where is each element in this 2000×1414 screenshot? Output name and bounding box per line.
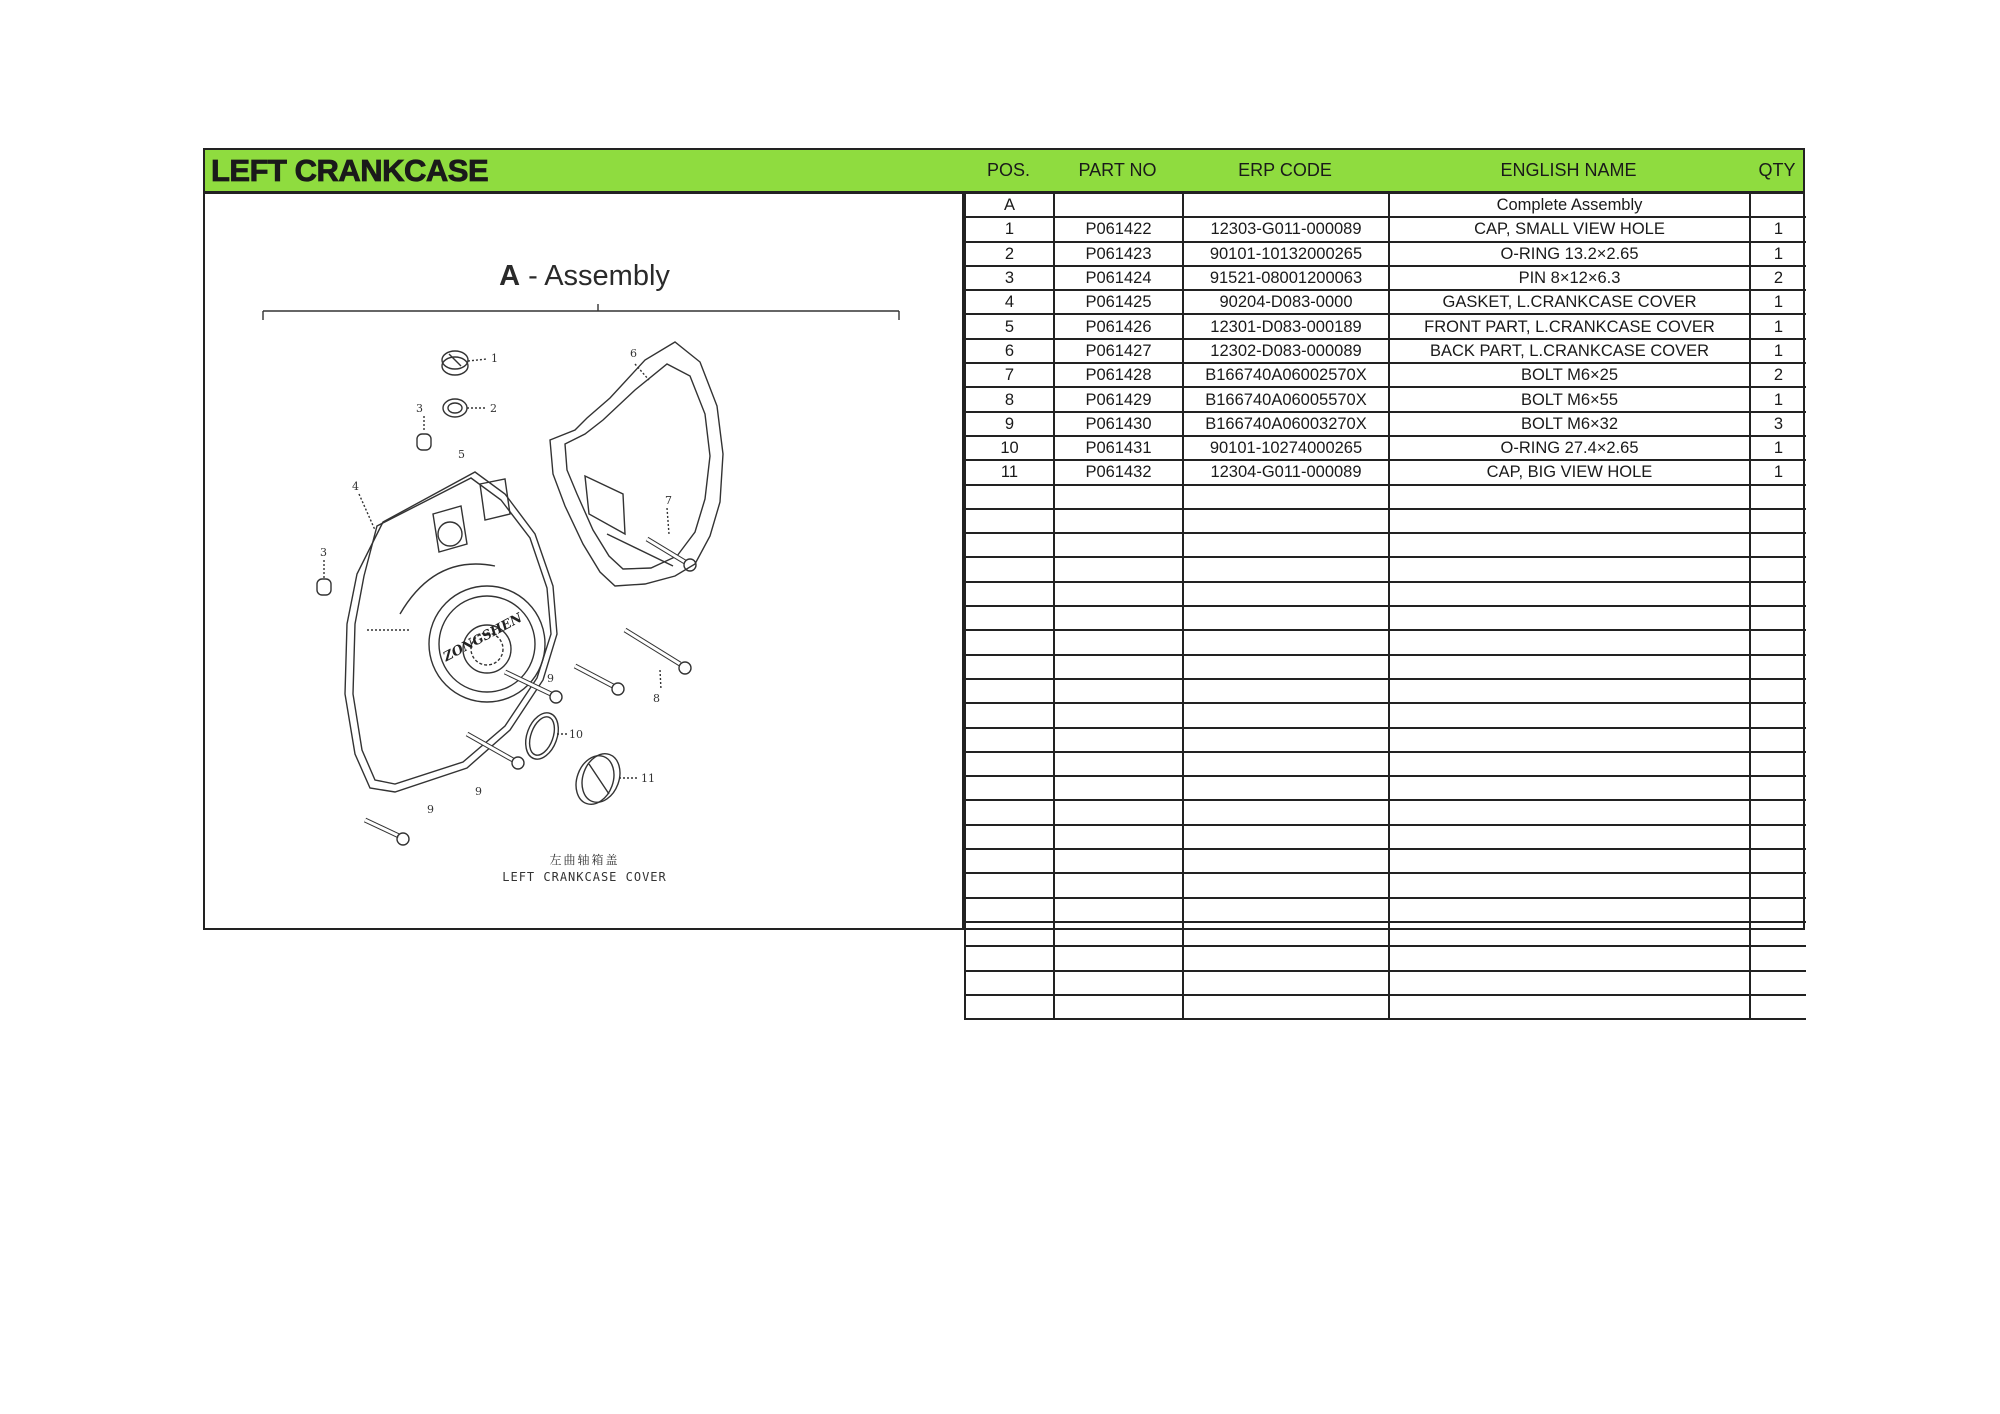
empty-pos-cell xyxy=(965,703,1054,727)
empty-english-name-cell xyxy=(1389,873,1750,897)
empty-table-row xyxy=(965,922,1806,946)
parts-sheet xyxy=(203,148,1805,930)
erp-code-cell: 90101-10274000265 xyxy=(1183,436,1389,460)
empty-erp-code-cell xyxy=(1183,898,1389,922)
qty-cell: 1 xyxy=(1750,217,1806,241)
empty-qty-cell xyxy=(1750,922,1806,946)
empty-english-name-cell xyxy=(1389,485,1750,509)
empty-erp-code-cell xyxy=(1183,752,1389,776)
empty-english-name-cell xyxy=(1389,946,1750,970)
exploded-diagram-panel xyxy=(205,194,964,928)
empty-table-row xyxy=(965,776,1806,800)
empty-erp-code-cell xyxy=(1183,800,1389,824)
part-big-view-cap-drawing xyxy=(570,748,637,809)
qty-cell: 1 xyxy=(1750,242,1806,266)
part-no-cell: P061429 xyxy=(1054,387,1183,411)
empty-pos-cell xyxy=(965,752,1054,776)
table-row xyxy=(965,460,1806,484)
erp-code-cell: B166740A06005570X xyxy=(1183,387,1389,411)
pos-cell: 3 xyxy=(965,266,1054,290)
empty-qty-cell xyxy=(1750,655,1806,679)
empty-erp-code-cell xyxy=(1183,971,1389,995)
assembly-letter: A xyxy=(499,260,521,292)
empty-qty-cell xyxy=(1750,728,1806,752)
table-row xyxy=(965,387,1806,411)
empty-table-row xyxy=(965,630,1806,654)
callout-9c: 9 xyxy=(427,803,434,816)
empty-table-row xyxy=(965,898,1806,922)
table-row xyxy=(965,436,1806,460)
part-no-cell: P061430 xyxy=(1054,412,1183,436)
empty-part-no-cell xyxy=(1054,800,1183,824)
part-no-cell: P061424 xyxy=(1054,266,1183,290)
empty-erp-code-cell xyxy=(1183,485,1389,509)
pos-cell: 1 xyxy=(965,217,1054,241)
pos-cell: 10 xyxy=(965,436,1054,460)
part-no-cell: P061432 xyxy=(1054,460,1183,484)
english-name-cell: BOLT M6×32 xyxy=(1389,412,1750,436)
qty-cell: 1 xyxy=(1750,460,1806,484)
empty-pos-cell xyxy=(965,776,1054,800)
empty-part-no-cell xyxy=(1054,728,1183,752)
empty-part-no-cell xyxy=(1054,630,1183,654)
empty-english-name-cell xyxy=(1389,898,1750,922)
pos-cell: 6 xyxy=(965,339,1054,363)
english-name-cell: O-RING 27.4×2.65 xyxy=(1389,436,1750,460)
empty-table-row xyxy=(965,728,1806,752)
english-name-cell: CAP, SMALL VIEW HOLE xyxy=(1389,217,1750,241)
empty-erp-code-cell xyxy=(1183,825,1389,849)
callout-4: 4 xyxy=(352,480,359,493)
callout-8: 8 xyxy=(653,692,660,705)
empty-english-name-cell xyxy=(1389,995,1750,1019)
erp-code-cell: 12301-D083-000189 xyxy=(1183,314,1389,338)
empty-table-row xyxy=(965,825,1806,849)
empty-part-no-cell xyxy=(1054,485,1183,509)
erp-code-cell: 12303-G011-000089 xyxy=(1183,217,1389,241)
erp-code-cell: 12304-G011-000089 xyxy=(1183,460,1389,484)
empty-pos-cell xyxy=(965,995,1054,1019)
empty-english-name-cell xyxy=(1389,703,1750,727)
empty-english-name-cell xyxy=(1389,728,1750,752)
empty-pos-cell xyxy=(965,533,1054,557)
empty-pos-cell xyxy=(965,582,1054,606)
empty-table-row xyxy=(965,752,1806,776)
empty-erp-code-cell xyxy=(1183,679,1389,703)
part-no-cell: P061427 xyxy=(1054,339,1183,363)
diagram-caption-chinese: 左曲轴箱盖 xyxy=(549,853,620,867)
pos-cell: 11 xyxy=(965,460,1054,484)
empty-erp-code-cell xyxy=(1183,873,1389,897)
empty-pos-cell xyxy=(965,728,1054,752)
empty-table-row xyxy=(965,509,1806,533)
empty-qty-cell xyxy=(1750,679,1806,703)
qty-cell: 3 xyxy=(1750,412,1806,436)
callout-1: 1 xyxy=(491,352,498,365)
part-no-cell: P061428 xyxy=(1054,363,1183,387)
callout-3b: 3 xyxy=(320,546,327,559)
parts-table xyxy=(964,194,1806,1020)
empty-english-name-cell xyxy=(1389,752,1750,776)
part-small-view-cap-drawing xyxy=(442,351,487,375)
empty-qty-cell xyxy=(1750,995,1806,1019)
diagram-caption-english: LEFT CRANKCASE COVER xyxy=(502,870,667,884)
empty-qty-cell xyxy=(1750,849,1806,873)
empty-part-no-cell xyxy=(1054,849,1183,873)
column-header-erp-code: ERP CODE xyxy=(1238,160,1332,180)
empty-qty-cell xyxy=(1750,873,1806,897)
empty-part-no-cell xyxy=(1054,898,1183,922)
callout-6: 6 xyxy=(630,347,637,360)
callout-7: 7 xyxy=(665,494,672,507)
empty-erp-code-cell xyxy=(1183,509,1389,533)
empty-qty-cell xyxy=(1750,776,1806,800)
english-name-cell: BACK PART, L.CRANKCASE COVER xyxy=(1389,339,1750,363)
empty-table-row xyxy=(965,849,1806,873)
part-no-cell: P061425 xyxy=(1054,290,1183,314)
english-name-cell: GASKET, L.CRANKCASE COVER xyxy=(1389,290,1750,314)
empty-erp-code-cell xyxy=(1183,606,1389,630)
english-name-cell: Complete Assembly xyxy=(1389,194,1750,217)
empty-erp-code-cell xyxy=(1183,582,1389,606)
empty-part-no-cell xyxy=(1054,679,1183,703)
empty-table-row xyxy=(965,533,1806,557)
empty-erp-code-cell xyxy=(1183,655,1389,679)
empty-qty-cell xyxy=(1750,898,1806,922)
qty-cell: 1 xyxy=(1750,314,1806,338)
empty-pos-cell xyxy=(965,849,1054,873)
erp-code-cell: 91521-08001200063 xyxy=(1183,266,1389,290)
empty-part-no-cell xyxy=(1054,873,1183,897)
table-row xyxy=(965,412,1806,436)
table-row xyxy=(965,290,1806,314)
pos-cell: 9 xyxy=(965,412,1054,436)
empty-erp-code-cell xyxy=(1183,946,1389,970)
empty-pos-cell xyxy=(965,825,1054,849)
part-no-cell: P061426 xyxy=(1054,314,1183,338)
empty-qty-cell xyxy=(1750,630,1806,654)
part-no-cell: P061422 xyxy=(1054,217,1183,241)
sheet-title: LEFT CRANKCASE xyxy=(211,153,489,188)
empty-qty-cell xyxy=(1750,533,1806,557)
empty-part-no-cell xyxy=(1054,606,1183,630)
empty-english-name-cell xyxy=(1389,509,1750,533)
empty-erp-code-cell xyxy=(1183,849,1389,873)
column-header-pos: POS. xyxy=(986,160,1030,180)
empty-part-no-cell xyxy=(1054,533,1183,557)
table-row xyxy=(965,242,1806,266)
empty-part-no-cell xyxy=(1054,776,1183,800)
empty-english-name-cell xyxy=(1389,606,1750,630)
empty-erp-code-cell xyxy=(1183,533,1389,557)
part-oring-small-drawing xyxy=(443,399,485,417)
qty-cell: 1 xyxy=(1750,339,1806,363)
empty-pos-cell xyxy=(965,509,1054,533)
english-name-cell: BOLT M6×25 xyxy=(1389,363,1750,387)
erp-code-cell: B166740A06003270X xyxy=(1183,412,1389,436)
empty-qty-cell xyxy=(1750,557,1806,581)
erp-code-cell: 12302-D083-000089 xyxy=(1183,339,1389,363)
empty-qty-cell xyxy=(1750,485,1806,509)
empty-table-row xyxy=(965,557,1806,581)
empty-part-no-cell xyxy=(1054,995,1183,1019)
empty-part-no-cell xyxy=(1054,922,1183,946)
header-bar xyxy=(205,150,1803,194)
pos-cell: 7 xyxy=(965,363,1054,387)
erp-code-cell: 90101-10132000265 xyxy=(1183,242,1389,266)
empty-part-no-cell xyxy=(1054,509,1183,533)
empty-table-row xyxy=(965,995,1806,1019)
part-back-cover-drawing xyxy=(550,342,723,586)
empty-table-row xyxy=(965,655,1806,679)
empty-english-name-cell xyxy=(1389,533,1750,557)
empty-table-row xyxy=(965,606,1806,630)
empty-part-no-cell xyxy=(1054,703,1183,727)
table-row xyxy=(965,363,1806,387)
empty-erp-code-cell xyxy=(1183,776,1389,800)
pos-cell: 4 xyxy=(965,290,1054,314)
empty-qty-cell xyxy=(1750,752,1806,776)
empty-table-row xyxy=(965,485,1806,509)
empty-english-name-cell xyxy=(1389,922,1750,946)
table-row xyxy=(965,314,1806,338)
empty-qty-cell xyxy=(1750,509,1806,533)
callout-3a: 3 xyxy=(416,402,423,415)
empty-qty-cell xyxy=(1750,800,1806,824)
empty-english-name-cell xyxy=(1389,849,1750,873)
empty-english-name-cell xyxy=(1389,655,1750,679)
erp-code-cell: B166740A06002570X xyxy=(1183,363,1389,387)
callout-5: 5 xyxy=(458,448,465,461)
empty-table-row xyxy=(965,703,1806,727)
english-name-cell: BOLT M6×55 xyxy=(1389,387,1750,411)
empty-table-row xyxy=(965,679,1806,703)
callout-10: 10 xyxy=(569,728,583,741)
empty-pos-cell xyxy=(965,922,1054,946)
empty-qty-cell xyxy=(1750,946,1806,970)
empty-erp-code-cell xyxy=(1183,728,1389,752)
part-no-cell: P061423 xyxy=(1054,242,1183,266)
column-header-english-name: ENGLISH NAME xyxy=(1500,160,1637,180)
pos-cell: 8 xyxy=(965,387,1054,411)
brand-mark: ZONGSHEN xyxy=(440,610,526,665)
empty-part-no-cell xyxy=(1054,946,1183,970)
empty-part-no-cell xyxy=(1054,557,1183,581)
empty-pos-cell xyxy=(965,800,1054,824)
qty-cell: 2 xyxy=(1750,266,1806,290)
part-bolt-m6x25-drawing xyxy=(575,508,696,695)
empty-part-no-cell xyxy=(1054,825,1183,849)
empty-pos-cell xyxy=(965,655,1054,679)
qty-cell: 1 xyxy=(1750,387,1806,411)
table-row xyxy=(965,217,1806,241)
empty-qty-cell xyxy=(1750,582,1806,606)
table-row xyxy=(965,266,1806,290)
empty-pos-cell xyxy=(965,971,1054,995)
callout-9a: 9 xyxy=(547,672,554,685)
column-header-qty: QTY xyxy=(1758,160,1796,180)
empty-english-name-cell xyxy=(1389,679,1750,703)
empty-part-no-cell xyxy=(1054,971,1183,995)
part-oring-large-drawing xyxy=(520,708,567,763)
assembly-bracket xyxy=(263,304,899,320)
english-name-cell: FRONT PART, L.CRANKCASE COVER xyxy=(1389,314,1750,338)
column-header-part-no: PART NO xyxy=(1078,160,1157,180)
empty-pos-cell xyxy=(965,557,1054,581)
empty-pos-cell xyxy=(965,606,1054,630)
pos-cell: 2 xyxy=(965,242,1054,266)
empty-pos-cell xyxy=(965,630,1054,654)
callout-2: 2 xyxy=(490,402,497,415)
empty-english-name-cell xyxy=(1389,971,1750,995)
qty-cell: 2 xyxy=(1750,363,1806,387)
empty-pos-cell xyxy=(965,898,1054,922)
erp-code-cell: 90204-D083-0000 xyxy=(1183,290,1389,314)
empty-erp-code-cell xyxy=(1183,703,1389,727)
empty-table-row xyxy=(965,582,1806,606)
empty-english-name-cell xyxy=(1389,582,1750,606)
qty-cell: 1 xyxy=(1750,290,1806,314)
table-row xyxy=(965,339,1806,363)
empty-erp-code-cell xyxy=(1183,922,1389,946)
exploded-view-drawing xyxy=(205,194,964,928)
empty-erp-code-cell xyxy=(1183,557,1389,581)
part-no-cell: P061431 xyxy=(1054,436,1183,460)
qty-cell: 1 xyxy=(1750,436,1806,460)
english-name-cell: O-RING 13.2×2.65 xyxy=(1389,242,1750,266)
empty-qty-cell xyxy=(1750,606,1806,630)
empty-english-name-cell xyxy=(1389,630,1750,654)
empty-pos-cell xyxy=(965,485,1054,509)
empty-erp-code-cell xyxy=(1183,995,1389,1019)
part-bolt-m6x55-drawing xyxy=(625,630,691,690)
callout-9b: 9 xyxy=(475,785,482,798)
empty-qty-cell xyxy=(1750,703,1806,727)
qty-cell xyxy=(1750,194,1806,217)
pos-cell: 5 xyxy=(965,314,1054,338)
empty-english-name-cell xyxy=(1389,776,1750,800)
empty-part-no-cell xyxy=(1054,582,1183,606)
assembly-label: - Assembly xyxy=(520,260,670,292)
empty-qty-cell xyxy=(1750,825,1806,849)
part-no-cell xyxy=(1054,194,1183,217)
empty-part-no-cell xyxy=(1054,752,1183,776)
erp-code-cell xyxy=(1183,194,1389,217)
empty-table-row xyxy=(965,873,1806,897)
empty-table-row xyxy=(965,946,1806,970)
empty-part-no-cell xyxy=(1054,655,1183,679)
empty-pos-cell xyxy=(965,679,1054,703)
empty-english-name-cell xyxy=(1389,825,1750,849)
english-name-cell: PIN 8×12×6.3 xyxy=(1389,266,1750,290)
pos-cell: A xyxy=(965,194,1054,217)
empty-table-row xyxy=(965,971,1806,995)
callout-11: 11 xyxy=(641,772,655,785)
empty-pos-cell xyxy=(965,946,1054,970)
empty-english-name-cell xyxy=(1389,800,1750,824)
english-name-cell: CAP, BIG VIEW HOLE xyxy=(1389,460,1750,484)
empty-table-row xyxy=(965,800,1806,824)
empty-pos-cell xyxy=(965,873,1054,897)
empty-qty-cell xyxy=(1750,971,1806,995)
table-row xyxy=(965,194,1806,217)
empty-english-name-cell xyxy=(1389,557,1750,581)
empty-erp-code-cell xyxy=(1183,630,1389,654)
